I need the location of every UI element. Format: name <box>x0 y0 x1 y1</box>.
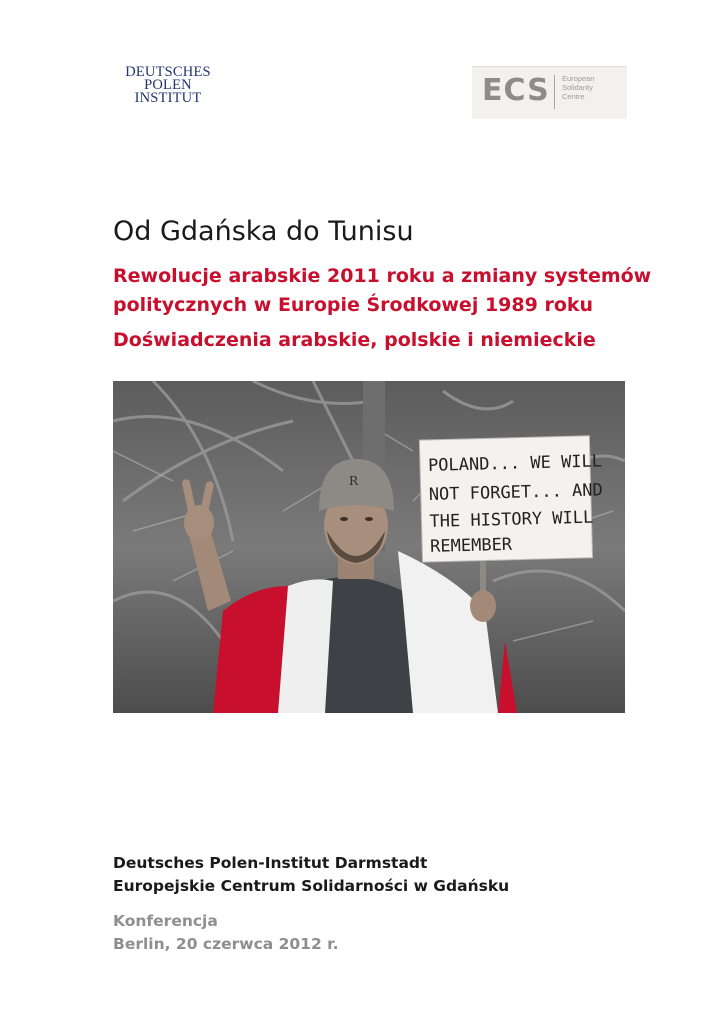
conference-label: Konferencja <box>113 912 218 930</box>
dpi-logo-line: DEUTSCHES <box>125 64 211 80</box>
ecs-logo-subtext <box>562 74 622 101</box>
dpi-logo-line: INSTITUT <box>134 90 202 106</box>
document-title: Od Gdańska do Tunisu <box>113 216 414 247</box>
subtitle-line: Rewolucje arabskie 2011 roku a zmiany systemów <box>113 265 652 287</box>
protest-sign-line: REMEMBER <box>429 534 513 557</box>
protest-sign-line: NOT FORGET... AND <box>428 480 604 505</box>
ecs-logo-line: Solidarity <box>562 83 593 92</box>
document-subtitle <box>113 262 673 320</box>
conference-info <box>113 910 338 956</box>
organizer-name: Europejskie Centrum Solidarności w Gdańsku <box>113 877 510 895</box>
ecs-logo-letters: ECS <box>482 73 550 108</box>
ecs-logo-line: European <box>562 74 595 83</box>
cover-photo <box>113 381 625 713</box>
deutsches-polen-institut-logo <box>118 66 218 105</box>
organizer-name: Deutsches Polen-Institut Darmstadt <box>113 854 428 872</box>
cap-letter: R <box>349 474 359 488</box>
cover-photo-illustration <box>113 381 625 713</box>
subtitle-line: politycznych w Europie Środkowej 1989 roku <box>113 294 594 316</box>
organizers-block <box>113 852 509 898</box>
protest-sign-line: THE HISTORY WILL <box>429 507 594 532</box>
ecs-logo <box>472 66 627 119</box>
conference-place-date: Berlin, 20 czerwca 2012 r. <box>113 935 339 953</box>
document-subtitle-secondary: Doświadczenia arabskie, polskie i niemieckie <box>113 329 596 351</box>
ecs-logo-divider <box>554 75 555 109</box>
dpi-logo-line: POLEN <box>144 77 192 93</box>
ecs-logo-line: Centre <box>562 92 585 101</box>
protest-sign-line: POLAND... WE WILL <box>427 451 603 476</box>
